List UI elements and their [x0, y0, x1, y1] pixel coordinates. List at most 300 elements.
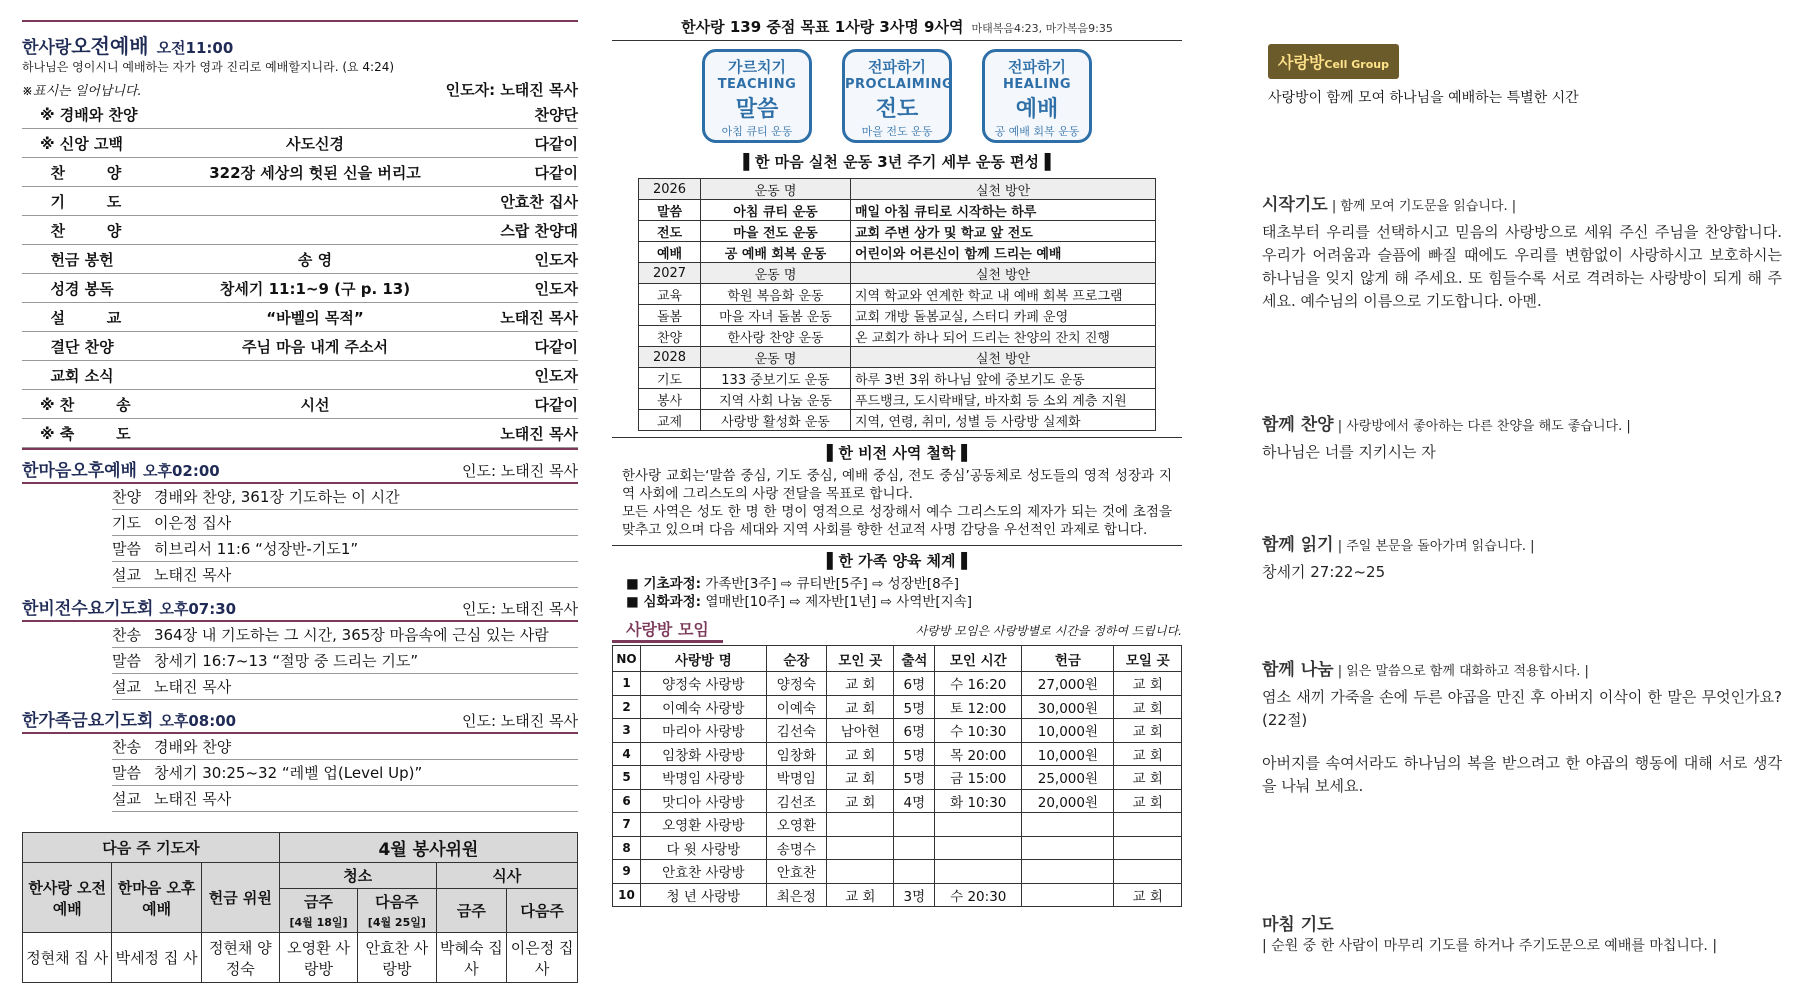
divider	[612, 437, 1182, 438]
badge-action: 전파하기	[1008, 58, 1066, 76]
cell-table-cell: 맛디아 사랑방	[641, 789, 767, 813]
plan-action: 어린이와 어른신이 함께 드리는 예배	[851, 242, 1156, 263]
service-row	[112, 562, 578, 588]
service-row-label: 말씀	[112, 652, 141, 670]
cell-table-header-cell: 사랑방 명	[641, 646, 767, 672]
plan-campaign: 사랑방 활성화 운동	[701, 410, 851, 431]
cell-table-cell: 5명	[894, 742, 935, 766]
order-row	[22, 158, 578, 187]
order-person: 다같이	[534, 134, 578, 153]
badge-english: HEALING	[1003, 77, 1071, 92]
service-row-value: 히브리서 11:6 “성장반-기도1”	[154, 540, 359, 558]
morning-leader: 인도자: 노태진 목사	[445, 81, 578, 99]
clean-this-label: 금주	[304, 893, 333, 911]
order-item: 성경 봉독	[40, 279, 114, 298]
divider	[612, 40, 1182, 41]
cell-table-cell: 4명	[894, 789, 935, 813]
cell-table-cell: 4	[613, 742, 641, 766]
plan-row	[639, 284, 1156, 305]
cell-table-cell: 8	[613, 836, 641, 860]
pm-prayer: 박세정 집 사	[112, 933, 201, 983]
plan-action: 하루 3번 3위 하나님 앞에 중보기도 운동	[851, 368, 1156, 389]
morning-title-pre: 한사랑	[22, 38, 72, 58]
service-row-label: 말씀	[112, 540, 141, 558]
cell-meeting-note: 사랑방 모임은 사랑방별로 시간을 정하여 드립니다.	[915, 623, 1182, 638]
cell-table-cell: 3명	[894, 883, 935, 907]
cell-table-cell	[1022, 860, 1114, 884]
plan-action: 지역 학교와 연계한 학교 내 예배 회복 프로그램	[851, 284, 1156, 305]
badge-action: 가르치기	[728, 58, 786, 76]
cell-table-cell: 교 회	[1114, 695, 1182, 719]
cell-table-cell: 수 10:30	[935, 719, 1022, 743]
order-item: 결단 찬양	[40, 337, 114, 356]
cell-table-cell	[1022, 836, 1114, 860]
am-header: 한사랑 오전예배	[23, 863, 112, 933]
wednesday-service-header	[22, 594, 578, 620]
plan-title: ▌한 마음 실천 운동 3년 주기 세부 운동 편성▐	[743, 153, 1051, 171]
plan-action: 실천 방안	[851, 179, 1156, 200]
cell-table-cell: 청 년 사랑방	[641, 883, 767, 907]
cell-table-cell: 김선숙	[766, 719, 826, 743]
cell-table-cell: 10,000원	[1022, 742, 1114, 766]
cell-table-cell	[935, 813, 1022, 837]
cell-table-cell: 양정숙	[766, 672, 826, 696]
service-row	[112, 648, 578, 674]
cell-table-cell	[894, 813, 935, 837]
plan-year: 교제	[639, 410, 701, 431]
afternoon-leader: 인도: 노태진 목사	[461, 462, 578, 480]
order-person: 노태진 목사	[500, 424, 578, 443]
order-person: 스랍 찬양대	[500, 221, 578, 240]
cell-table-header	[613, 646, 1182, 672]
goal-title: 한사랑 139 중점 목표 1사랑 3사명 9사역	[681, 18, 964, 36]
order-row	[22, 187, 578, 216]
cell-table-cell: 교 회	[827, 883, 894, 907]
cell-table-cell: 화 10:30	[935, 789, 1022, 813]
plan-row	[639, 179, 1156, 200]
praise-title: 함께 찬양	[1262, 415, 1334, 435]
offering-header: 헌금 위원	[201, 863, 279, 933]
service-row-label: 설교	[112, 566, 141, 584]
vision-column	[612, 0, 1182, 992]
friday-service-header	[22, 706, 578, 732]
cell-table-cell: 5	[613, 766, 641, 790]
plan-row	[639, 410, 1156, 431]
cell-table-cell: 교 회	[1114, 789, 1182, 813]
cell-table-row	[613, 672, 1182, 696]
sharing-title: 함께 나눔	[1262, 660, 1334, 680]
training-advanced-steps: 열매반[10주] ⇨ 제자반[1년] ⇨ 사역반[지속]	[701, 594, 973, 610]
service-row	[112, 786, 578, 812]
cell-table-cell: 수 20:30	[935, 883, 1022, 907]
badge-keyword: 예배	[1015, 97, 1059, 122]
plan-campaign: 학원 복음화 운동	[701, 284, 851, 305]
am-prayer: 정현채 집 사	[23, 933, 112, 983]
plan-row	[639, 221, 1156, 242]
morning-order-list	[22, 100, 578, 448]
training-advanced	[626, 593, 1182, 611]
reading-block	[1262, 530, 1782, 584]
service-row-value: 경배와 찬양, 361장 기도하는 이 시간	[154, 488, 400, 506]
start-prayer-block	[1262, 190, 1782, 313]
cell-table-cell: 교 회	[1114, 766, 1182, 790]
plan-campaign: 아침 큐티 운동	[701, 200, 851, 221]
morning-title: 오전예배	[71, 34, 149, 58]
plan-action: 교회 주변 상가 및 학교 앞 전도	[851, 221, 1156, 242]
order-row	[22, 100, 578, 129]
morning-verse: 하나님은 영이시니 예배하는 자가 영과 진리로 예배할지니라. (요 4:24)	[22, 60, 395, 74]
cell-table-cell: 27,000원	[1022, 672, 1114, 696]
sharing-question-2: 아버지를 속여서라도 하나님의 복을 받으려고 한 야곱의 행동에 대해 서로 생각을 나눠 보세요.	[1262, 754, 1782, 795]
plan-campaign: 지역 사회 나눔 운동	[701, 389, 851, 410]
ministry-badge	[702, 49, 812, 143]
cell-table-cell: 10,000원	[1022, 719, 1114, 743]
cell-table-header-cell: 모일 곳	[1114, 646, 1182, 672]
cell-table-cell: 1	[613, 672, 641, 696]
training-basic-steps: 가족반[3주] ⇨ 큐티반[5주] ⇨ 성장반[8주]	[701, 576, 959, 592]
cell-table-cell: 6명	[894, 672, 935, 696]
vision-paragraph-1: 한사랑 교회는‘말씀 중심, 기도 중심, 예배 중심, 전도 중심’공동체로 성도들의 영적 성장과 지역 사회에 그리스도의 사랑 전달을 목표로 합니다.	[622, 468, 1172, 502]
order-content: 322장 세상의 헛된 신을 버리고	[209, 163, 421, 182]
top-divider	[22, 20, 578, 22]
friday-time: 오후08:00	[159, 712, 237, 730]
plan-action: 실천 방안	[851, 263, 1156, 284]
praise-note: | 사랑방에서 좋아하는 다른 찬양을 해도 좋습니다. |	[1333, 419, 1631, 434]
plan-row	[639, 326, 1156, 347]
reading-note: | 주일 본문을 돌아가며 읽습니다. |	[1333, 539, 1535, 554]
badge-campaign: 공 예배 회복 운동	[994, 125, 1080, 138]
cell-table-row	[613, 860, 1182, 884]
cell-table-cell: 오영환	[766, 813, 826, 837]
cell-table-cell: 9	[613, 860, 641, 884]
cell-table-cell	[1114, 860, 1182, 884]
goal-header	[612, 16, 1182, 40]
duty-table	[22, 832, 578, 983]
plan-year: 전도	[639, 221, 701, 242]
cell-table-cell: 20,000원	[1022, 789, 1114, 813]
afternoon-service-header	[22, 456, 578, 482]
service-row-label: 찬송	[112, 738, 141, 756]
badge-keyword: 전도	[875, 97, 919, 122]
pm-header: 한마음 오후예배	[112, 863, 201, 933]
order-item: ※ 경배와 찬양	[40, 105, 138, 124]
training-title: ▌한 가족 양육 체계▐	[826, 552, 968, 570]
plan-campaign: 운동 명	[701, 179, 851, 200]
service-row-label: 설교	[112, 678, 141, 696]
cell-table-cell: 교 회	[827, 766, 894, 790]
order-row	[22, 390, 578, 419]
service-row-label: 찬양	[112, 488, 141, 506]
service-row	[112, 674, 578, 700]
cell-table-cell: 안효찬 사랑방	[641, 860, 767, 884]
cell-table-cell: 송명수	[766, 836, 826, 860]
cell-meeting-tag: 사랑방 모임	[612, 617, 723, 643]
cell-table-cell	[894, 860, 935, 884]
cell-table-cell: 교 회	[1114, 742, 1182, 766]
afternoon-title: 한마음오후예배	[22, 461, 137, 481]
order-item: 찬 양	[40, 221, 122, 240]
cell-table-row	[613, 719, 1182, 743]
plan-year: 예배	[639, 242, 701, 263]
closing-prayer-block	[1262, 910, 1782, 958]
cell-table-cell: 2	[613, 695, 641, 719]
order-content: 사도신경	[286, 134, 344, 153]
reading-passage: 창세기 27:22~25	[1262, 563, 1386, 581]
plan-action: 지역, 연령, 취미, 성별 등 사랑방 실제화	[851, 410, 1156, 431]
clean-next: 안효찬 사랑방	[358, 933, 436, 983]
offering-servants: 정현채 양정숙	[201, 933, 279, 983]
plan-year: 돌봄	[639, 305, 701, 326]
meal-header: 식사	[436, 863, 577, 889]
plan-action: 푸드뱅크, 도시락배달, 바자회 등 소외 계층 지원	[851, 389, 1156, 410]
morning-time: 오전11:00	[156, 39, 234, 57]
afternoon-time: 오후02:00	[142, 462, 220, 480]
plan-year: 2026	[639, 179, 701, 200]
plan-campaign: 마을 자녀 돌봄 운동	[701, 305, 851, 326]
cell-table-cell	[827, 813, 894, 837]
plan-campaign: 한사랑 찬양 운동	[701, 326, 851, 347]
cell-table-cell: 교 회	[1114, 883, 1182, 907]
plan-year: 봉사	[639, 389, 701, 410]
plan-year: 찬양	[639, 326, 701, 347]
meal-this-header: 금주	[436, 889, 507, 933]
order-person: 찬양단	[534, 105, 578, 124]
wednesday-order-list	[22, 622, 578, 700]
service-row	[112, 622, 578, 648]
order-item: 찬 양	[40, 163, 122, 182]
service-row-value: 노태진 목사	[154, 790, 232, 808]
cell-table-cell	[1022, 813, 1114, 837]
cell-table-cell: 5명	[894, 695, 935, 719]
cell-table-cell: 다 윗 사랑방	[641, 836, 767, 860]
cell-table-cell: 25,000원	[1022, 766, 1114, 790]
order-person: 인도자	[534, 366, 578, 385]
morning-service-header	[22, 30, 578, 58]
clean-next-header	[358, 889, 436, 933]
cell-table-cell: 이예숙	[766, 695, 826, 719]
service-row	[112, 734, 578, 760]
service-row-value: 창세기 30:25~32 “레벨 업(Level Up)”	[154, 764, 423, 782]
order-person: 안효찬 집사	[500, 192, 578, 211]
service-row	[112, 484, 578, 510]
plan-row	[639, 242, 1156, 263]
cell-table-cell: 30,000원	[1022, 695, 1114, 719]
clean-next-label: 다음주	[375, 893, 419, 911]
cell-table-row	[613, 695, 1182, 719]
cell-table-cell: 임창화 사랑방	[641, 742, 767, 766]
vision-title: ▌한 비전 사역 철학▐	[826, 444, 968, 462]
plan-year: 말씀	[639, 200, 701, 221]
cell-table-cell: 양정숙 사랑방	[641, 672, 767, 696]
cell-table-cell: 최은정	[766, 883, 826, 907]
order-content: 시선	[300, 395, 330, 414]
order-content: 주님 마음 내게 주소서	[241, 337, 389, 356]
order-row	[22, 274, 578, 303]
start-prayer-heading	[1262, 190, 1782, 215]
cell-table-cell	[935, 860, 1022, 884]
cell-table-cell: 5명	[894, 766, 935, 790]
badge-keyword: 말씀	[735, 97, 779, 122]
cell-table-row	[613, 836, 1182, 860]
training-advanced-label: ■ 심화과정:	[626, 594, 702, 610]
service-row-label: 설교	[112, 790, 141, 808]
badge-campaign: 마을 전도 운동	[861, 125, 933, 138]
next-prayer-header: 다음 주 기도자	[23, 833, 280, 863]
plan-year: 2027	[639, 263, 701, 284]
cell-table-cell: 금 15:00	[935, 766, 1022, 790]
start-prayer-note: | 함께 모여 기도문을 읽습니다. |	[1327, 199, 1517, 214]
cell-table-cell: 오영환 사랑방	[641, 813, 767, 837]
clean-this-date: [4월 18일]	[289, 916, 348, 929]
cell-group-tag	[1268, 44, 1399, 79]
cell-table-row	[613, 789, 1182, 813]
order-item: ※ 축 도	[40, 424, 131, 443]
cell-table-cell	[894, 836, 935, 860]
cell-table-cell: 교 회	[1114, 672, 1182, 696]
cell-table-cell: 교 회	[827, 672, 894, 696]
wednesday-leader: 인도: 노태진 목사	[461, 600, 578, 618]
order-item: 기 도	[40, 192, 122, 211]
order-item: ※ 찬 송	[40, 395, 131, 414]
praise-song: 하나님은 너를 지키시는 자	[1262, 443, 1436, 461]
plan-row	[639, 389, 1156, 410]
ministry-badge	[982, 49, 1092, 143]
cell-table-cell	[935, 836, 1022, 860]
friday-title: 한가족금요기도회	[22, 711, 154, 731]
cell-table-cell: 목 20:00	[935, 742, 1022, 766]
order-item: ※ 신앙 고백	[40, 134, 123, 153]
service-row-label: 기도	[112, 514, 141, 532]
goal-ref: 마태복음4:23, 마가복음9:35	[971, 22, 1113, 35]
cell-table-header-cell: 순장	[766, 646, 826, 672]
plan-action: 온 교회가 하나 되어 드리는 찬양의 잔치 진행	[851, 326, 1156, 347]
cell-group-tag-ko: 사랑방	[1278, 53, 1325, 72]
service-row-value: 노태진 목사	[154, 566, 232, 584]
clean-this: 오영환 사랑방	[279, 933, 357, 983]
plan-row	[639, 305, 1156, 326]
cell-table-cell: 안효찬	[766, 860, 826, 884]
cell-table-cell	[1114, 813, 1182, 837]
cell-table-cell	[827, 836, 894, 860]
cell-table-cell: 6명	[894, 719, 935, 743]
order-content: 송 영	[297, 250, 333, 269]
cell-table-cell: 3	[613, 719, 641, 743]
badge-english: TEACHING	[717, 77, 797, 92]
wednesday-title: 한비전수요기도회	[22, 599, 154, 619]
clean-this-header	[279, 889, 357, 933]
service-row-label: 찬송	[112, 626, 141, 644]
order-row	[22, 361, 578, 390]
service-row-value: 이은정 집사	[154, 514, 232, 532]
service-row-label: 말씀	[112, 764, 141, 782]
cell-table-row	[613, 883, 1182, 907]
plan-year: 교육	[639, 284, 701, 305]
plan-row	[639, 263, 1156, 284]
order-row	[22, 129, 578, 158]
cell-table-cell: 이예숙 사랑방	[641, 695, 767, 719]
sharing-block	[1262, 655, 1782, 798]
plan-year: 기도	[639, 368, 701, 389]
cell-group-tag-en: Cell Group	[1324, 58, 1389, 71]
badge-action: 전파하기	[868, 58, 926, 76]
service-row-value: 경배와 찬양	[154, 738, 232, 756]
stand-note: ※표시는 일어납니다.	[22, 84, 142, 99]
plan-campaign: 공 예배 회복 운동	[701, 242, 851, 263]
order-content: 창세기 11:1~9 (구 p. 13)	[219, 279, 411, 298]
vision-paragraph-2: 모든 사역은 성도 한 명 한 명이 영적으로 성장해서 예수 그리스도의 제자가 되는 것에 초점을 맞추고 있으며 다음 세대와 지역 사회를 향한 선교적 사명 감당을 우선적인 과제로 합니다.	[622, 504, 1172, 538]
praise-block	[1262, 410, 1782, 464]
sharing-note: | 읽은 말씀으로 함께 대화하고 적용합시다. |	[1333, 664, 1589, 679]
badge-english: PROCLAIMING	[845, 77, 954, 92]
ministry-badges	[612, 49, 1182, 143]
cell-table-cell: 임창화	[766, 742, 826, 766]
cell-table-cell: 교 회	[1114, 719, 1182, 743]
reading-heading	[1262, 530, 1782, 555]
cleaning-header: 청소	[279, 863, 436, 889]
cell-table-cell: 교 회	[827, 742, 894, 766]
cell-table-cell: 7	[613, 813, 641, 837]
service-row-value: 364장 내 기도하는 그 시간, 365장 마음속에 근심 있는 사람	[154, 626, 549, 644]
service-row-value: 노태진 목사	[154, 678, 232, 696]
service-row-value: 창세기 16:7~13 “절망 중 드리는 기도”	[154, 652, 419, 670]
cell-table-row	[613, 813, 1182, 837]
cell-table-cell: 김선조	[766, 789, 826, 813]
order-person: 다같이	[534, 163, 578, 182]
meal-next-header: 다음주	[507, 889, 578, 933]
plan-campaign: 운동 명	[701, 347, 851, 368]
cell-table-cell: 10	[613, 883, 641, 907]
cell-meeting-table	[612, 645, 1182, 907]
order-row	[22, 419, 578, 448]
badge-campaign: 아침 큐티 운동	[721, 125, 793, 138]
praise-heading	[1262, 410, 1782, 435]
cell-table-header-cell: 헌금	[1022, 646, 1114, 672]
stand-row	[22, 79, 578, 100]
service-row	[112, 536, 578, 562]
cell-table-cell: 교 회	[827, 789, 894, 813]
order-person: 노태진 목사	[500, 308, 578, 327]
plan-year: 2028	[639, 347, 701, 368]
sharing-heading	[1262, 655, 1782, 680]
divider	[22, 448, 578, 450]
start-prayer-title: 시작기도	[1262, 195, 1328, 215]
ministry-badge	[842, 49, 952, 143]
order-row	[22, 245, 578, 274]
plan-action: 실천 방안	[851, 347, 1156, 368]
cell-table-header-cell: 출석	[894, 646, 935, 672]
order-row	[22, 216, 578, 245]
plan-action: 교회 개방 돌봄교실, 스터디 카페 운영	[851, 305, 1156, 326]
order-person: 인도자	[534, 250, 578, 269]
plan-campaign: 마을 전도 운동	[701, 221, 851, 242]
service-row	[112, 760, 578, 786]
order-item: 헌금 봉헌	[40, 250, 114, 269]
cell-group-column	[1262, 0, 1782, 992]
closing-prayer-title: 마침 기도	[1262, 915, 1334, 935]
afternoon-order-list	[22, 484, 578, 588]
plan-row	[639, 200, 1156, 221]
cell-group-desc: 사랑방이 함께 모여 하나님을 예배하는 특별한 시간	[1268, 90, 1579, 106]
cell-table-row	[613, 742, 1182, 766]
reading-title: 함께 읽기	[1262, 535, 1334, 555]
order-row	[22, 303, 578, 332]
cell-table-cell: 마리아 사랑방	[641, 719, 767, 743]
cell-table-cell: 교 회	[827, 695, 894, 719]
worship-order-column	[22, 0, 578, 992]
plan-campaign: 운동 명	[701, 263, 851, 284]
cell-table-header-cell: 모인 곳	[827, 646, 894, 672]
plan-row	[639, 347, 1156, 368]
